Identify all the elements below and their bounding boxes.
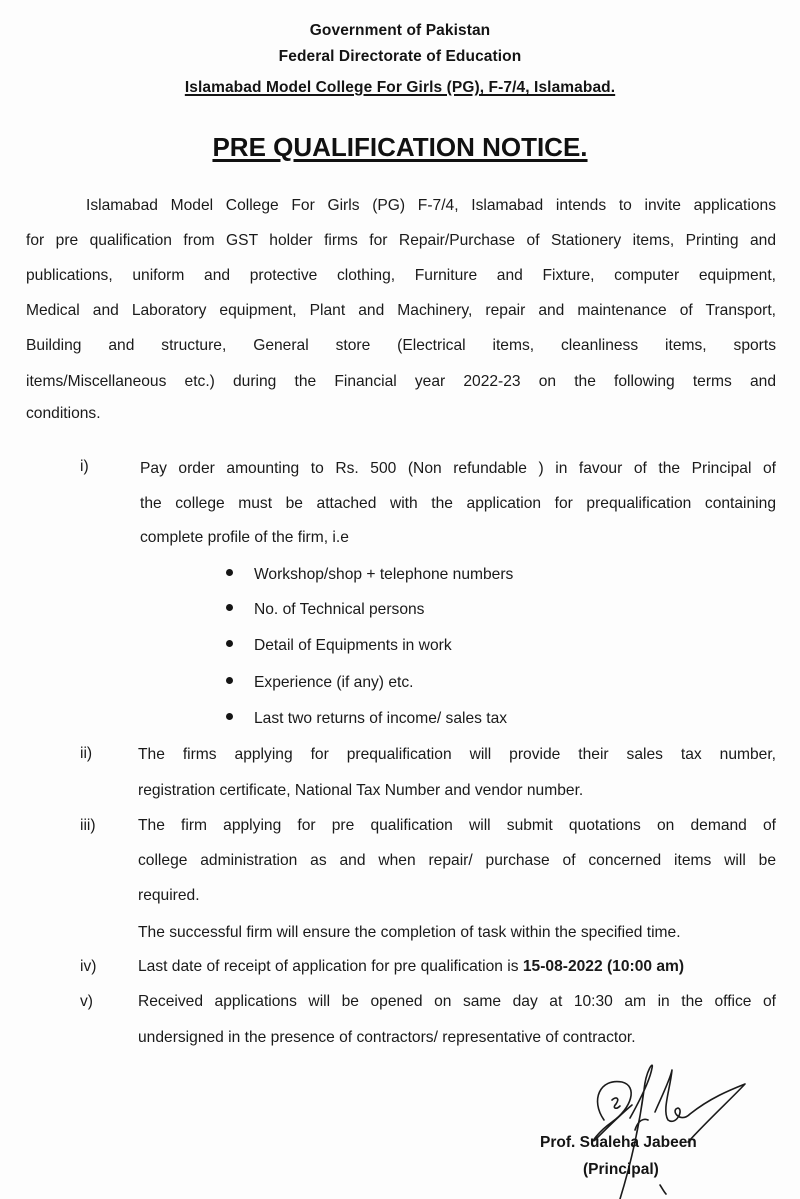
header-government: Government of Pakistan	[309, 22, 491, 39]
term-line: registration certificate, National Tax Number and vendor number.	[138, 782, 584, 799]
term-line: complete profile of the firm, i.e	[140, 529, 349, 546]
term-line: Pay order amounting to Rs. 500 (Non refundable ) in favour of the Principal of	[140, 460, 776, 477]
intro-line: items/Miscellaneous etc.) during the Financial year 2022-23 on the following terms and	[26, 373, 776, 390]
term-line: The successful firm will ensure the completion of task within the specified time.	[138, 924, 681, 941]
notice-title-text: PRE QUALIFICATION NOTICE.	[212, 132, 588, 162]
term-line: the college must be attached with the application for prequalification containing	[140, 495, 776, 512]
bullet-text: Workshop/shop + telephone numbers	[254, 566, 514, 583]
bullet-item	[226, 674, 413, 692]
bullet-item	[226, 710, 507, 728]
bullet-text: No. of Technical persons	[254, 601, 425, 618]
header-college	[0, 79, 800, 97]
bullet-text: Detail of Equipments in work	[254, 637, 452, 654]
deadline-date: 15-08-2022 (10:00 am)	[522, 958, 685, 975]
term-line: required.	[138, 887, 200, 904]
term-line	[138, 958, 684, 976]
signatory-name: Prof. Sualeha Jabeen	[540, 1134, 697, 1151]
bullet-text: Last two returns of income/ sales tax	[254, 710, 508, 727]
term-number: i)	[80, 458, 89, 475]
bullet-icon	[226, 713, 233, 720]
bullet-item	[226, 637, 452, 655]
intro-line: publications, uniform and protective clothing, Furniture and Fixture, computer equipment,	[26, 267, 776, 284]
intro-line: Medical and Laboratory equipment, Plant and Machinery, repair and maintenance of Transport,	[26, 302, 776, 319]
term-number: ii)	[80, 745, 93, 762]
bullet-icon	[226, 569, 233, 576]
intro-line: conditions.	[26, 405, 101, 422]
intro-line: for pre qualification from GST holder firms for Repair/Purchase of Stationery items, Printing and	[26, 232, 776, 249]
term-line: The firm applying for pre qualification will submit quotations on demand of	[138, 817, 776, 834]
term-number: v)	[80, 993, 93, 1010]
header-directorate: Federal Directorate of Education	[278, 48, 522, 65]
term-number: iii)	[80, 817, 96, 834]
term-line: college administration as and when repair/ purchase of concerned items will be	[138, 852, 776, 869]
bullet-icon	[226, 604, 233, 611]
term-number: iv)	[80, 958, 97, 975]
term-line: undersigned in the presence of contractors/ representative of contractor.	[138, 1029, 636, 1046]
deadline-text: Last date of receipt of application for pre qualification is	[138, 958, 523, 975]
notice-title	[0, 132, 800, 163]
term-line: The firms applying for prequalification will provide their sales tax number,	[138, 746, 776, 763]
term-line: Received applications will be opened on same day at 10:30 am in the office of	[138, 993, 776, 1010]
bullet-item	[226, 566, 513, 584]
bullet-icon	[226, 640, 233, 647]
bullet-text: Experience (if any) etc.	[254, 674, 414, 691]
intro-line: Islamabad Model College For Girls (PG) F-7/4, Islamabad intends to invite applications	[86, 197, 776, 214]
intro-line: Building and structure, General store (Electrical items, cleanliness items, sports	[26, 337, 776, 354]
header-college-text: Islamabad Model College For Girls (PG), F-7/4, Islamabad.	[184, 79, 616, 96]
bullet-icon	[226, 677, 233, 684]
bullet-item	[226, 601, 424, 619]
signatory-title: (Principal)	[583, 1161, 659, 1178]
